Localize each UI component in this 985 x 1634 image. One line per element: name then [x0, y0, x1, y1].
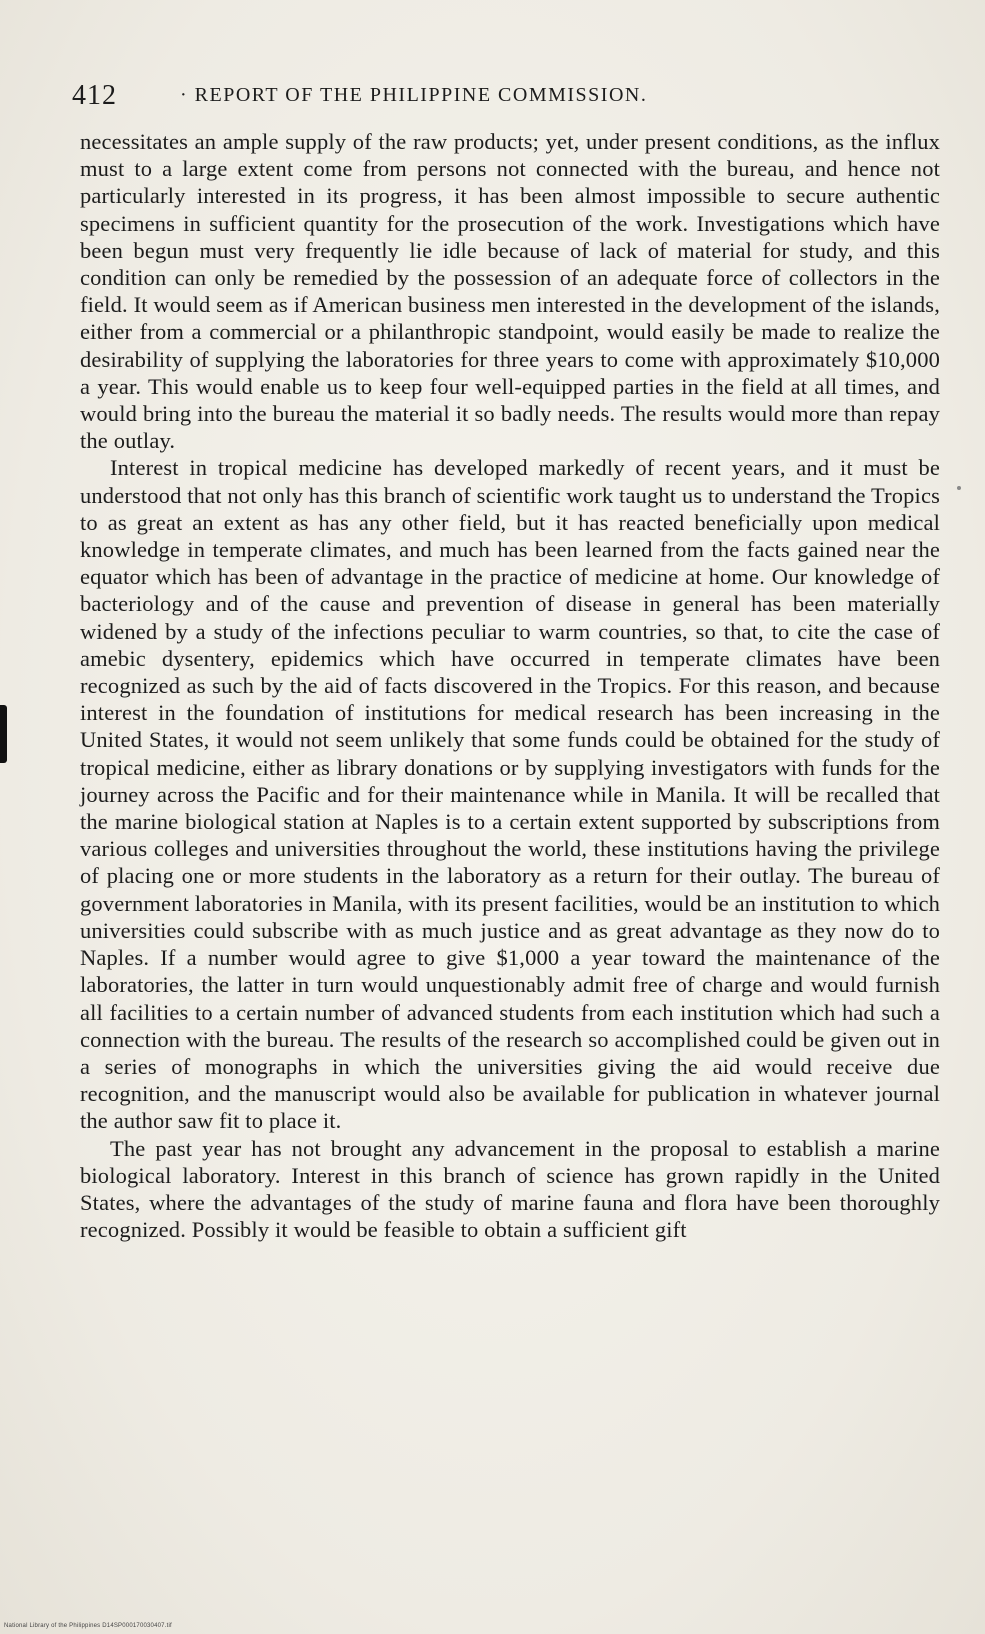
running-head: · REPORT OF THE PHILIPPINE COMMISSION. [180, 84, 648, 106]
binding-edge-mark [0, 705, 7, 763]
body-text [80, 128, 940, 1243]
page-header [72, 80, 922, 120]
paragraph-marine-laboratory: The past year has not brought any advancement in the proposal to establish a marine biological laboratory. Interest in this branch of science has grown rapidly in the United States, where the advantages of the study of marine fauna and flora have been thoroughly recognized. Possibly it would be feasible to obtain a sufficient gift [80, 1135, 940, 1243]
paragraph-continuation: necessitates an ample supply of the raw products; yet, under present conditions, as the influx must to a large extent come from persons not connected with the bureau, and hence not particularly interested in its progress, it has been almost impossible to secure authentic specimens in sufficient quantity for the prosecution of the work. Investigations which have been begun must very frequently lie idle because of lack of material for study, and this condition can only be remedied by the possession of an adequate force of collectors in the field. It would seem as if American business men interested in the development of the islands, either from a commercial or a philanthropic standpoint, would easily be made to realize the desirability of supplying the laboratories for three years to come with approximately $10,000 a year. This would enable us to keep four well-equipped parties in the field at all times, and would bring into the bureau the material it so badly needs. The results would more than repay the outlay. [80, 129, 940, 454]
scan-speck [957, 486, 961, 490]
page-number: 412 [72, 80, 117, 111]
paragraph-tropical-medicine: Interest in tropical medicine has developed markedly of recent years, and it must be understood that not only has this branch of scientific work taught us to understand the Tropics to as great an extent as has any other field, but it has reacted beneficially upon medical knowledge in temperate climates, and much has been learned from the facts gained near the equator which has been of advantage in the practice of medicine at home. Our knowledge of bacteriology and of the cause and prevention of disease in general has been materially widened by a study of the infections peculiar to warm countries, so that, to cite the case of amebic dysentery, epidemics which have occurred in temperate climates have been recognized as such by the aid of facts discovered in the Tropics. For this reason, and because interest in the foundation of institutions for medical research has been increasing in the United States, it would not seem unlikely that some funds could be obtained for the study of tropical medicine, either as library donations or by supplying investigators with funds for the journey across the Pacific and for their maintenance while in Manila. It will be recalled that the marine biological station at Naples is to a certain extent supported by subscriptions from various colleges and universities throughout the world, these institutions having the privilege of placing one or more students in the laboratory as a return for their outlay. The bureau of government laboratories in Manila, with its present facilities, would be an institution to which universities could subscribe with as much justice and as great advantage as they now do to Naples. If a number would agree to give $1,000 a year toward the maintenance of the laboratories, the latter in turn would unquestionably admit free of charge and would furnish all facilities to a certain number of advanced students from each institution which had such a connection with the bureau. The results of the research so accomplished could be given out in a series of monographs in which the universities giving the aid would receive due recognition, and the manuscript would also be available for publication in whatever journal the author saw fit to place it. [80, 455, 940, 1134]
footer-credit: National Library of the Philippines D14SP000170030407.tif [4, 1623, 172, 1629]
